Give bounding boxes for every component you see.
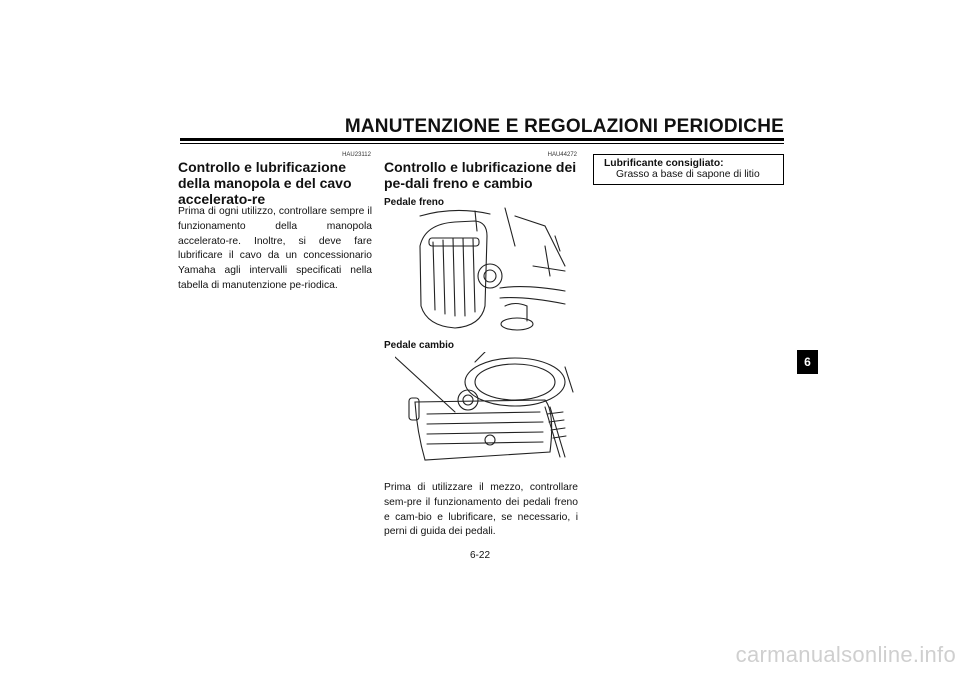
brake-pedal-illustration-icon [415, 206, 570, 331]
sub-heading-shift-pedal: Pedale cambio [384, 340, 455, 351]
lubricant-box [593, 154, 784, 185]
chapter-tab: 6 [797, 350, 818, 374]
header-rule-thin [180, 143, 784, 144]
shift-pedal-illustration-icon [395, 352, 575, 472]
section-body-throttle: Prima di ogni utilizzo, controllare sempre il funzionamento della manopola accelerato-re. Inoltre, si deve fare lubrificare il cavo da un concessionario Yamaha agli intervalli specificati nella tabella di manutenzione pe-riodica. [178, 206, 372, 291]
section-code-middle: HAU44272 [547, 152, 577, 158]
section-title-pedals: Controllo e lubrificazione dei pe-dali freno e cambio [384, 159, 577, 191]
section-code-left: HAU23112 [342, 152, 371, 158]
section-body-pedals: Prima di utilizzare il mezzo, controllare sem-pre il funzionamento dei pedali freno e cam-bio e lubrificare, se necessario, i perni di guida dei pedali. [384, 482, 578, 538]
lubricant-label: Lubrificante consigliato: [604, 158, 724, 169]
sub-heading-brake-pedal: Pedale freno [384, 197, 445, 208]
watermark: carmanualsonline.info [735, 642, 956, 667]
section-title-throttle: Controllo e lubrificazione della manopola e del cavo accelerato-re [178, 159, 352, 207]
page-number: 6-22 [469, 550, 490, 561]
lubricant-value: Grasso a base di sapone di litio [616, 169, 760, 180]
page-header-title: MANUTENZIONE E REGOLAZIONI PERIODICHE [344, 116, 784, 137]
header-rule-thick [180, 138, 784, 141]
